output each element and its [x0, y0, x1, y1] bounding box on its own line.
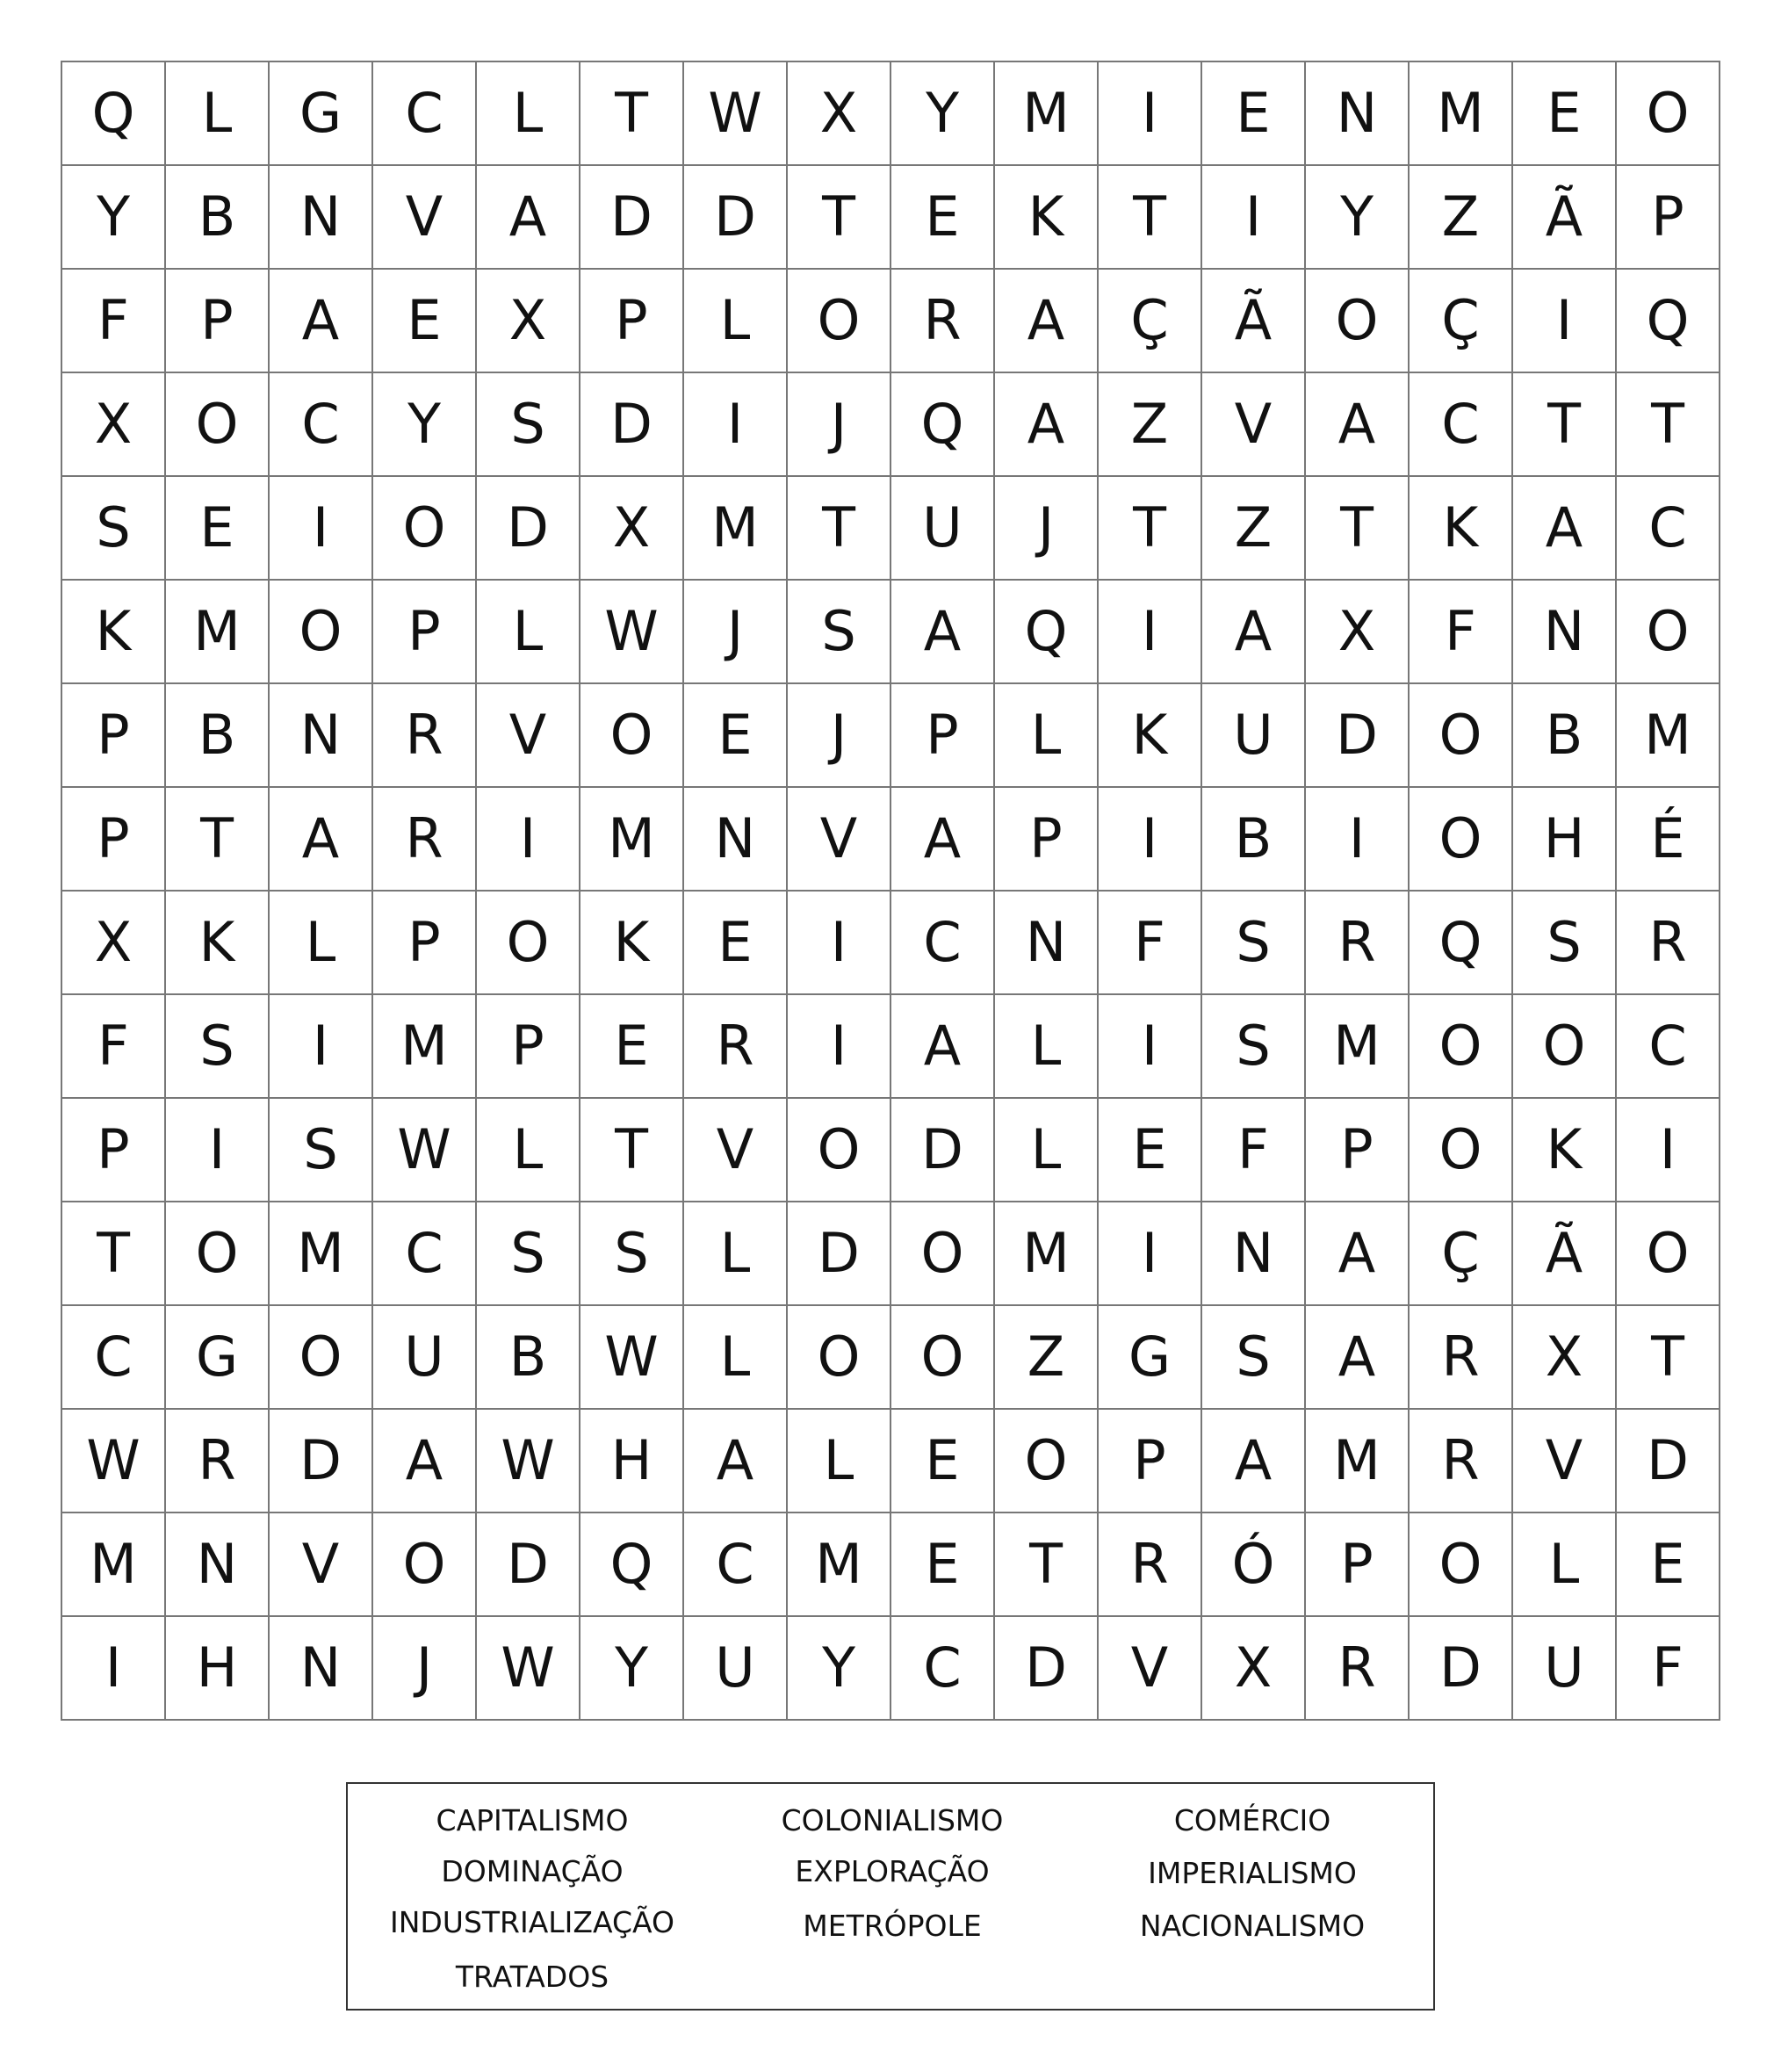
grid-cell[interactable]: R — [1410, 1410, 1513, 1513]
grid-cell[interactable]: V — [270, 1513, 373, 1617]
grid-cell[interactable]: D — [1306, 684, 1410, 788]
grid-cell[interactable]: Ó — [1202, 1513, 1306, 1617]
grid-cell[interactable]: X — [1306, 581, 1410, 684]
grid-cell[interactable]: D — [477, 477, 580, 581]
grid-cell[interactable]: N — [270, 166, 373, 270]
grid-cell[interactable]: I — [788, 995, 891, 1099]
grid-cell[interactable]: R — [1410, 1306, 1513, 1410]
grid-cell[interactable]: K — [1513, 1099, 1617, 1202]
grid-cell[interactable]: O — [1410, 684, 1513, 788]
grid-cell[interactable]: R — [373, 684, 477, 788]
grid-cell[interactable]: O — [1410, 788, 1513, 892]
grid-cell[interactable]: O — [788, 270, 891, 373]
grid-cell[interactable]: I — [1617, 1099, 1720, 1202]
grid-cell[interactable]: D — [995, 1617, 1099, 1721]
grid-cell[interactable]: N — [166, 1513, 270, 1617]
grid-cell[interactable]: C — [1617, 995, 1720, 1099]
grid-cell[interactable]: P — [62, 684, 166, 788]
grid-cell[interactable]: I — [62, 1617, 166, 1721]
grid-cell[interactable]: F — [1099, 892, 1202, 995]
grid-cell[interactable]: L — [995, 995, 1099, 1099]
grid-cell[interactable]: O — [891, 1202, 995, 1306]
grid-cell[interactable]: R — [1306, 1617, 1410, 1721]
grid-cell[interactable]: M — [684, 477, 788, 581]
grid-cell[interactable]: E — [1513, 62, 1617, 166]
grid-cell[interactable]: A — [477, 166, 580, 270]
grid-cell[interactable]: P — [373, 892, 477, 995]
grid-cell[interactable]: N — [270, 684, 373, 788]
grid-cell[interactable]: M — [1617, 684, 1720, 788]
grid-cell[interactable]: W — [580, 1306, 684, 1410]
grid-cell[interactable]: V — [477, 684, 580, 788]
grid-cell[interactable]: J — [788, 373, 891, 477]
grid-cell[interactable]: J — [684, 581, 788, 684]
grid-cell[interactable]: R — [1306, 892, 1410, 995]
grid-cell[interactable]: T — [166, 788, 270, 892]
grid-cell[interactable]: Q — [891, 373, 995, 477]
grid-cell[interactable]: W — [684, 62, 788, 166]
grid-cell[interactable]: O — [1617, 1202, 1720, 1306]
grid-cell[interactable]: O — [270, 1306, 373, 1410]
grid-cell[interactable]: E — [166, 477, 270, 581]
grid-cell[interactable]: O — [1513, 995, 1617, 1099]
grid-cell[interactable]: O — [166, 1202, 270, 1306]
grid-cell[interactable]: I — [1099, 995, 1202, 1099]
grid-cell[interactable]: K — [166, 892, 270, 995]
grid-cell[interactable]: E — [891, 1513, 995, 1617]
grid-cell[interactable]: I — [477, 788, 580, 892]
grid-cell[interactable]: Ã — [1513, 1202, 1617, 1306]
grid-cell[interactable]: L — [995, 684, 1099, 788]
grid-cell[interactable]: P — [1306, 1099, 1410, 1202]
grid-cell[interactable]: A — [995, 373, 1099, 477]
grid-cell[interactable]: L — [270, 892, 373, 995]
grid-cell[interactable]: L — [788, 1410, 891, 1513]
grid-cell[interactable]: F — [62, 995, 166, 1099]
grid-cell[interactable]: A — [891, 788, 995, 892]
grid-cell[interactable]: A — [270, 788, 373, 892]
grid-cell[interactable]: S — [580, 1202, 684, 1306]
grid-cell[interactable]: D — [788, 1202, 891, 1306]
grid-cell[interactable]: P — [62, 788, 166, 892]
grid-cell[interactable]: Y — [62, 166, 166, 270]
grid-cell[interactable]: C — [891, 1617, 995, 1721]
grid-cell[interactable]: T — [62, 1202, 166, 1306]
grid-cell[interactable]: D — [580, 373, 684, 477]
grid-cell[interactable]: S — [270, 1099, 373, 1202]
grid-cell[interactable]: T — [1099, 166, 1202, 270]
grid-cell[interactable]: T — [1099, 477, 1202, 581]
grid-cell[interactable]: E — [1099, 1099, 1202, 1202]
grid-cell[interactable]: O — [1410, 995, 1513, 1099]
grid-cell[interactable]: L — [684, 270, 788, 373]
grid-cell[interactable]: M — [373, 995, 477, 1099]
grid-cell[interactable]: T — [788, 166, 891, 270]
grid-cell[interactable]: U — [891, 477, 995, 581]
grid-cell[interactable]: Z — [1202, 477, 1306, 581]
grid-cell[interactable]: I — [1099, 62, 1202, 166]
grid-cell[interactable]: Q — [995, 581, 1099, 684]
grid-cell[interactable]: P — [477, 995, 580, 1099]
grid-cell[interactable]: A — [1306, 1202, 1410, 1306]
grid-cell[interactable]: O — [891, 1306, 995, 1410]
grid-cell[interactable]: I — [1099, 788, 1202, 892]
grid-cell[interactable]: I — [270, 995, 373, 1099]
grid-cell[interactable]: O — [373, 477, 477, 581]
grid-cell[interactable]: B — [166, 684, 270, 788]
grid-cell[interactable]: X — [62, 892, 166, 995]
grid-cell[interactable]: P — [580, 270, 684, 373]
grid-cell[interactable]: R — [1617, 892, 1720, 995]
grid-cell[interactable]: Ç — [1410, 270, 1513, 373]
grid-cell[interactable]: S — [1202, 892, 1306, 995]
grid-cell[interactable]: Y — [580, 1617, 684, 1721]
grid-cell[interactable]: D — [270, 1410, 373, 1513]
grid-cell[interactable]: Y — [788, 1617, 891, 1721]
grid-cell[interactable]: O — [1617, 62, 1720, 166]
grid-cell[interactable]: S — [788, 581, 891, 684]
grid-cell[interactable]: C — [373, 1202, 477, 1306]
grid-cell[interactable]: F — [62, 270, 166, 373]
grid-cell[interactable]: Ã — [1202, 270, 1306, 373]
grid-cell[interactable]: N — [1306, 62, 1410, 166]
grid-cell[interactable]: P — [1099, 1410, 1202, 1513]
grid-cell[interactable]: P — [62, 1099, 166, 1202]
word-item: INDUSTRIALIZAÇÃO — [389, 1905, 675, 1939]
grid-cell[interactable]: Y — [891, 62, 995, 166]
grid-cell[interactable]: T — [1306, 477, 1410, 581]
grid-cell[interactable]: D — [580, 166, 684, 270]
grid-cell[interactable]: S — [1513, 892, 1617, 995]
grid-cell[interactable]: E — [1617, 1513, 1720, 1617]
grid-cell[interactable]: Q — [1410, 892, 1513, 995]
grid-cell[interactable]: O — [477, 892, 580, 995]
grid-cell[interactable]: É — [1617, 788, 1720, 892]
grid-cell[interactable]: G — [270, 62, 373, 166]
grid-cell[interactable]: U — [1513, 1617, 1617, 1721]
grid-cell[interactable]: J — [373, 1617, 477, 1721]
grid-cell[interactable]: A — [995, 270, 1099, 373]
grid-cell[interactable]: E — [891, 1410, 995, 1513]
grid-cell[interactable]: Q — [580, 1513, 684, 1617]
grid-cell[interactable]: M — [580, 788, 684, 892]
grid-cell[interactable]: K — [1099, 684, 1202, 788]
grid-cell[interactable]: U — [373, 1306, 477, 1410]
grid-cell[interactable]: T — [1513, 373, 1617, 477]
grid-cell[interactable]: A — [891, 581, 995, 684]
grid-cell[interactable]: L — [684, 1202, 788, 1306]
grid-cell[interactable]: K — [995, 166, 1099, 270]
grid-cell[interactable]: S — [1202, 1306, 1306, 1410]
word-item: NACIONALISMO — [1139, 1909, 1366, 1943]
grid-cell[interactable]: W — [477, 1617, 580, 1721]
grid-cell[interactable]: J — [788, 684, 891, 788]
word-item: EXPLORAÇÃO — [795, 1854, 990, 1888]
grid-cell[interactable]: I — [684, 373, 788, 477]
grid-cell[interactable]: C — [373, 62, 477, 166]
grid-cell[interactable]: T — [580, 1099, 684, 1202]
grid-cell[interactable]: K — [580, 892, 684, 995]
grid-cell[interactable]: O — [373, 1513, 477, 1617]
grid-cell[interactable]: T — [788, 477, 891, 581]
grid-cell[interactable]: H — [580, 1410, 684, 1513]
grid-cell[interactable]: A — [1202, 1410, 1306, 1513]
grid-cell[interactable]: V — [373, 166, 477, 270]
grid-cell[interactable]: M — [166, 581, 270, 684]
grid-cell[interactable]: V — [1099, 1617, 1202, 1721]
grid-cell[interactable]: T — [580, 62, 684, 166]
word-item: DOMINAÇÃO — [441, 1854, 624, 1888]
grid-cell[interactable]: I — [270, 477, 373, 581]
grid-cell[interactable]: A — [891, 995, 995, 1099]
word-item: METRÓPOLE — [803, 1909, 982, 1943]
grid-cell[interactable]: S — [1202, 995, 1306, 1099]
grid-cell[interactable]: Z — [1410, 166, 1513, 270]
word-bank — [346, 1782, 1435, 2011]
grid-cell[interactable]: P — [373, 581, 477, 684]
grid-cell[interactable]: L — [477, 1099, 580, 1202]
grid-cell[interactable]: B — [166, 166, 270, 270]
grid-cell[interactable]: T — [1617, 1306, 1720, 1410]
grid-cell[interactable]: O — [1617, 581, 1720, 684]
grid-cell[interactable]: M — [995, 62, 1099, 166]
grid-cell[interactable]: L — [166, 62, 270, 166]
word-item: COMÉRCIO — [1173, 1803, 1331, 1837]
grid-cell[interactable]: C — [891, 892, 995, 995]
grid-cell[interactable]: B — [1202, 788, 1306, 892]
grid-cell[interactable]: I — [1306, 788, 1410, 892]
word-item: COLONIALISMO — [781, 1803, 1004, 1837]
grid-cell[interactable]: N — [995, 892, 1099, 995]
grid-cell[interactable]: A — [1202, 581, 1306, 684]
grid-cell[interactable]: E — [1202, 62, 1306, 166]
grid-cell[interactable]: K — [1410, 477, 1513, 581]
grid-cell[interactable]: I — [788, 892, 891, 995]
grid-cell[interactable]: S — [166, 995, 270, 1099]
grid-cell[interactable]: I — [1099, 581, 1202, 684]
grid-cell[interactable]: N — [1513, 581, 1617, 684]
grid-cell[interactable]: M — [1306, 995, 1410, 1099]
grid-cell[interactable]: L — [477, 581, 580, 684]
grid-cell[interactable]: L — [1513, 1513, 1617, 1617]
grid-cell[interactable]: S — [477, 373, 580, 477]
grid-cell[interactable]: M — [62, 1513, 166, 1617]
grid-cell[interactable]: R — [373, 788, 477, 892]
grid-cell[interactable]: R — [1099, 1513, 1202, 1617]
grid-cell[interactable]: G — [1099, 1306, 1202, 1410]
grid-cell[interactable]: C — [270, 373, 373, 477]
grid-cell[interactable]: G — [166, 1306, 270, 1410]
grid-cell[interactable]: P — [995, 788, 1099, 892]
grid-cell[interactable]: H — [1513, 788, 1617, 892]
grid-cell[interactable]: O — [788, 1099, 891, 1202]
grid-cell[interactable]: W — [580, 581, 684, 684]
grid-cell[interactable]: P — [891, 684, 995, 788]
grid-cell[interactable]: X — [1513, 1306, 1617, 1410]
grid-cell[interactable]: D — [1410, 1617, 1513, 1721]
grid-cell[interactable]: T — [995, 1513, 1099, 1617]
grid-cell[interactable]: P — [1306, 1513, 1410, 1617]
grid-cell[interactable]: Z — [1099, 373, 1202, 477]
grid-cell[interactable]: Ç — [1410, 1202, 1513, 1306]
grid-cell[interactable]: Ã — [1513, 166, 1617, 270]
grid-cell[interactable]: I — [1202, 166, 1306, 270]
grid-cell[interactable]: I — [1099, 1202, 1202, 1306]
grid-cell[interactable]: A — [1306, 1306, 1410, 1410]
grid-cell[interactable]: X — [580, 477, 684, 581]
grid-cell[interactable]: D — [477, 1513, 580, 1617]
grid-cell[interactable]: E — [891, 166, 995, 270]
grid-cell[interactable]: A — [1513, 477, 1617, 581]
grid-cell[interactable]: M — [270, 1202, 373, 1306]
grid-cell[interactable]: E — [684, 684, 788, 788]
grid-cell[interactable]: D — [891, 1099, 995, 1202]
grid-cell[interactable]: X — [788, 62, 891, 166]
grid-cell[interactable]: F — [1410, 581, 1513, 684]
word-item: IMPERIALISMO — [1148, 1856, 1357, 1890]
grid-cell[interactable]: F — [1202, 1099, 1306, 1202]
grid-cell[interactable]: E — [373, 270, 477, 373]
grid-cell[interactable]: M — [1306, 1410, 1410, 1513]
grid-cell[interactable]: A — [684, 1410, 788, 1513]
grid-cell[interactable]: A — [270, 270, 373, 373]
grid-cell[interactable]: V — [1513, 1410, 1617, 1513]
grid-cell[interactable]: M — [788, 1513, 891, 1617]
grid-cell[interactable]: X — [1202, 1617, 1306, 1721]
grid-cell[interactable]: H — [166, 1617, 270, 1721]
grid-cell[interactable]: Q — [1617, 270, 1720, 373]
grid-cell[interactable]: C — [62, 1306, 166, 1410]
grid-cell[interactable]: F — [1617, 1617, 1720, 1721]
grid-cell[interactable]: O — [166, 373, 270, 477]
grid-cell[interactable]: Ç — [1099, 270, 1202, 373]
word-item: TRATADOS — [455, 1960, 609, 1994]
grid-cell[interactable]: B — [1513, 684, 1617, 788]
grid-cell[interactable]: I — [166, 1099, 270, 1202]
grid-cell[interactable]: P — [1617, 166, 1720, 270]
grid-cell[interactable]: E — [580, 995, 684, 1099]
grid-cell[interactable]: C — [1410, 373, 1513, 477]
grid-cell[interactable]: A — [373, 1410, 477, 1513]
grid-cell[interactable]: M — [995, 1202, 1099, 1306]
grid-cell[interactable]: N — [1202, 1202, 1306, 1306]
grid-cell[interactable]: U — [684, 1617, 788, 1721]
grid-cell[interactable]: E — [684, 892, 788, 995]
word-item: CAPITALISMO — [436, 1803, 629, 1837]
grid-cell[interactable]: W — [62, 1410, 166, 1513]
grid-cell[interactable]: V — [684, 1099, 788, 1202]
grid-cell[interactable]: C — [1617, 477, 1720, 581]
grid-cell[interactable]: L — [995, 1099, 1099, 1202]
grid-cell[interactable]: W — [373, 1099, 477, 1202]
grid-cell[interactable]: R — [891, 270, 995, 373]
grid-cell[interactable]: C — [684, 1513, 788, 1617]
grid-cell[interactable]: M — [1410, 62, 1513, 166]
grid-cell[interactable]: O — [995, 1410, 1099, 1513]
grid-cell[interactable]: V — [1202, 373, 1306, 477]
grid-cell[interactable]: S — [62, 477, 166, 581]
grid-cell[interactable]: W — [477, 1410, 580, 1513]
grid-cell[interactable]: O — [1410, 1513, 1513, 1617]
grid-cell[interactable]: A — [1306, 373, 1410, 477]
grid-cell[interactable]: X — [62, 373, 166, 477]
grid-cell[interactable]: O — [1306, 270, 1410, 373]
grid-cell[interactable]: N — [684, 788, 788, 892]
grid-cell[interactable]: D — [1617, 1410, 1720, 1513]
grid-cell[interactable]: O — [580, 684, 684, 788]
grid-cell[interactable]: B — [477, 1306, 580, 1410]
grid-cell[interactable]: T — [1617, 373, 1720, 477]
grid-cell[interactable]: K — [62, 581, 166, 684]
grid-cell[interactable]: Q — [62, 62, 166, 166]
grid-cell[interactable]: P — [166, 270, 270, 373]
word-search-grid — [61, 61, 1720, 1721]
grid-cell[interactable]: D — [684, 166, 788, 270]
grid-cell[interactable]: I — [1513, 270, 1617, 373]
grid-cell[interactable]: J — [995, 477, 1099, 581]
grid-cell[interactable]: O — [1410, 1099, 1513, 1202]
grid-cell[interactable]: Y — [373, 373, 477, 477]
grid-cell[interactable]: S — [477, 1202, 580, 1306]
grid-cell[interactable]: N — [270, 1617, 373, 1721]
grid-cell[interactable]: Y — [1306, 166, 1410, 270]
grid-cell[interactable]: O — [788, 1306, 891, 1410]
grid-cell[interactable]: Z — [995, 1306, 1099, 1410]
grid-cell[interactable]: V — [788, 788, 891, 892]
grid-cell[interactable]: X — [477, 270, 580, 373]
grid-cell[interactable]: L — [684, 1306, 788, 1410]
grid-cell[interactable]: R — [684, 995, 788, 1099]
grid-cell[interactable]: R — [166, 1410, 270, 1513]
grid-cell[interactable]: L — [477, 62, 580, 166]
grid-cell[interactable]: U — [1202, 684, 1306, 788]
grid-cell[interactable]: O — [270, 581, 373, 684]
